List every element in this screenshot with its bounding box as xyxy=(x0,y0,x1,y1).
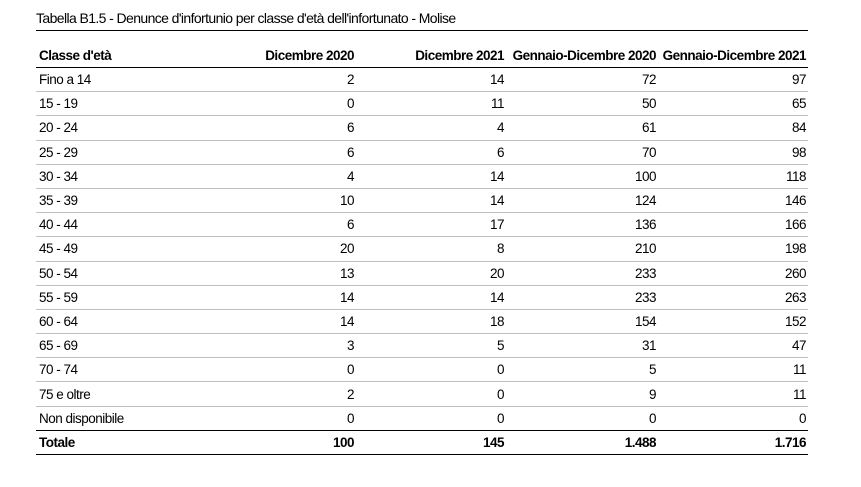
table-row xyxy=(36,406,808,430)
jan-dec-2020-cell: 31 xyxy=(506,334,658,358)
age-class-cell: Non disponibile xyxy=(36,406,206,430)
jan-dec-2020-cell: 233 xyxy=(506,285,658,309)
age-class-cell: 50 - 54 xyxy=(36,261,206,285)
age-class-cell: 30 - 34 xyxy=(36,164,206,188)
jan-dec-2021-cell: 166 xyxy=(658,213,808,237)
jan-dec-2021-cell: 11 xyxy=(658,382,808,406)
age-class-cell: 65 - 69 xyxy=(36,334,206,358)
table-total-row xyxy=(36,430,808,454)
jan-dec-2020-cell: 50 xyxy=(506,92,658,116)
jan-dec-2020-cell: 210 xyxy=(506,237,658,261)
table-header-row xyxy=(36,43,808,68)
total-label: Totale xyxy=(36,430,206,454)
december-2020-cell: 14 xyxy=(206,285,356,309)
december-2021-cell: 8 xyxy=(356,237,506,261)
total-jan-dec-2020: 1.488 xyxy=(506,430,658,454)
december-2021-cell: 14 xyxy=(356,285,506,309)
table-row xyxy=(36,140,808,164)
jan-dec-2021-cell: 65 xyxy=(658,92,808,116)
table-row xyxy=(36,164,808,188)
table-row xyxy=(36,358,808,382)
jan-dec-2020-cell: 124 xyxy=(506,188,658,212)
age-class-cell: 55 - 59 xyxy=(36,285,206,309)
header-jan-dec-2021: Gennaio-Dicembre 2021 xyxy=(658,43,808,68)
jan-dec-2020-cell: 5 xyxy=(506,358,658,382)
december-2021-cell: 6 xyxy=(356,140,506,164)
december-2021-cell: 17 xyxy=(356,213,506,237)
jan-dec-2021-cell: 146 xyxy=(658,188,808,212)
december-2020-cell: 4 xyxy=(206,164,356,188)
age-class-cell: 25 - 29 xyxy=(36,140,206,164)
december-2021-cell: 14 xyxy=(356,188,506,212)
december-2021-cell: 4 xyxy=(356,116,506,140)
age-class-cell: Fino a 14 xyxy=(36,68,206,92)
december-2021-cell: 20 xyxy=(356,261,506,285)
age-class-cell: 75 e oltre xyxy=(36,382,206,406)
december-2020-cell: 0 xyxy=(206,406,356,430)
total-december-2020: 100 xyxy=(206,430,356,454)
header-age-class: Classe d'età xyxy=(36,43,206,68)
table-row xyxy=(36,92,808,116)
jan-dec-2020-cell: 136 xyxy=(506,213,658,237)
december-2020-cell: 0 xyxy=(206,92,356,116)
december-2020-cell: 3 xyxy=(206,334,356,358)
december-2020-cell: 14 xyxy=(206,309,356,333)
table-title: Tabella B1.5 - Denunce d'infortunio per classe d'età dell'infortunato - Molise xyxy=(36,10,456,26)
jan-dec-2021-cell: 118 xyxy=(658,164,808,188)
december-2020-cell: 2 xyxy=(206,68,356,92)
age-class-cell: 35 - 39 xyxy=(36,188,206,212)
jan-dec-2020-cell: 61 xyxy=(506,116,658,140)
december-2020-cell: 10 xyxy=(206,188,356,212)
table-body xyxy=(36,68,808,431)
table-row xyxy=(36,334,808,358)
total-december-2021: 145 xyxy=(356,430,506,454)
header-jan-dec-2020: Gennaio-Dicembre 2020 xyxy=(506,43,658,68)
december-2021-cell: 14 xyxy=(356,68,506,92)
jan-dec-2021-cell: 98 xyxy=(658,140,808,164)
december-2021-cell: 14 xyxy=(356,164,506,188)
jan-dec-2020-cell: 233 xyxy=(506,261,658,285)
jan-dec-2020-cell: 9 xyxy=(506,382,658,406)
jan-dec-2020-cell: 154 xyxy=(506,309,658,333)
age-class-cell: 45 - 49 xyxy=(36,237,206,261)
december-2020-cell: 20 xyxy=(206,237,356,261)
jan-dec-2020-cell: 0 xyxy=(506,406,658,430)
jan-dec-2020-cell: 72 xyxy=(506,68,658,92)
table-row xyxy=(36,382,808,406)
jan-dec-2020-cell: 70 xyxy=(506,140,658,164)
december-2021-cell: 5 xyxy=(356,334,506,358)
injury-reports-table xyxy=(36,43,808,455)
december-2021-cell: 0 xyxy=(356,406,506,430)
age-class-cell: 15 - 19 xyxy=(36,92,206,116)
jan-dec-2021-cell: 47 xyxy=(658,334,808,358)
table-row xyxy=(36,237,808,261)
december-2021-cell: 0 xyxy=(356,382,506,406)
december-2020-cell: 6 xyxy=(206,213,356,237)
december-2020-cell: 6 xyxy=(206,140,356,164)
table-row xyxy=(36,188,808,212)
age-class-cell: 60 - 64 xyxy=(36,309,206,333)
december-2020-cell: 0 xyxy=(206,358,356,382)
header-december-2021: Dicembre 2021 xyxy=(356,43,506,68)
header-december-2020: Dicembre 2020 xyxy=(206,43,356,68)
jan-dec-2021-cell: 198 xyxy=(658,237,808,261)
age-class-cell: 70 - 74 xyxy=(36,358,206,382)
age-class-cell: 40 - 44 xyxy=(36,213,206,237)
table-row xyxy=(36,309,808,333)
december-2021-cell: 0 xyxy=(356,358,506,382)
table-row xyxy=(36,116,808,140)
table-row xyxy=(36,285,808,309)
december-2020-cell: 13 xyxy=(206,261,356,285)
december-2020-cell: 6 xyxy=(206,116,356,140)
table-row xyxy=(36,213,808,237)
december-2021-cell: 11 xyxy=(356,92,506,116)
jan-dec-2021-cell: 0 xyxy=(658,406,808,430)
jan-dec-2021-cell: 260 xyxy=(658,261,808,285)
december-2020-cell: 2 xyxy=(206,382,356,406)
december-2021-cell: 18 xyxy=(356,309,506,333)
jan-dec-2021-cell: 11 xyxy=(658,358,808,382)
jan-dec-2021-cell: 97 xyxy=(658,68,808,92)
jan-dec-2020-cell: 100 xyxy=(506,164,658,188)
jan-dec-2021-cell: 84 xyxy=(658,116,808,140)
age-class-cell: 20 - 24 xyxy=(36,116,206,140)
total-jan-dec-2021: 1.716 xyxy=(658,430,808,454)
jan-dec-2021-cell: 263 xyxy=(658,285,808,309)
title-divider xyxy=(36,30,808,31)
table-row xyxy=(36,261,808,285)
jan-dec-2021-cell: 152 xyxy=(658,309,808,333)
table-row xyxy=(36,68,808,92)
